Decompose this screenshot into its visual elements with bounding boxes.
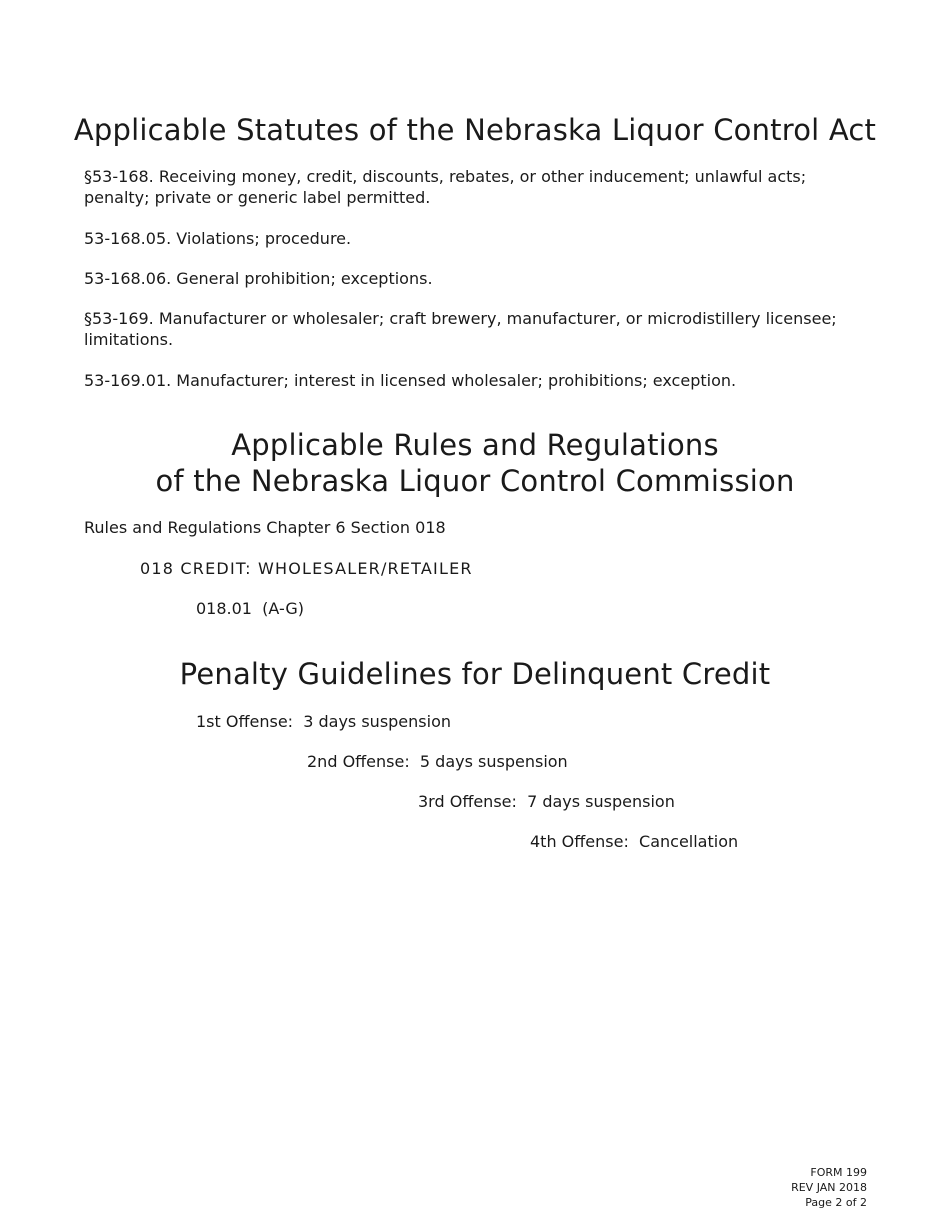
- penalty-item: 1st Offense: 3 days suspension: [196, 712, 451, 731]
- rules-subsection: 018.01 (A-G): [196, 599, 304, 618]
- penalty-heading: Penalty Guidelines for Delinquent Credit: [179, 657, 771, 691]
- rules-heading-line2: of the Nebraska Liquor Control Commission: [155, 464, 795, 498]
- rules-chapter: Rules and Regulations Chapter 6 Section 018: [84, 518, 446, 537]
- form-number: FORM 199: [810, 1166, 867, 1179]
- penalty-item: 2nd Offense: 5 days suspension: [307, 752, 568, 771]
- rules-section: 018 CREDIT: WHOLESALER/RETAILER: [140, 559, 473, 578]
- statute-item: §53-169. Manufacturer or wholesaler; craft brewery, manufacturer, or microdistillery licensee; limitations.: [84, 309, 837, 349]
- statute-item: 53-168.06. General prohibition; exceptions.: [84, 269, 433, 288]
- statute-item: 53-169.01. Manufacturer; interest in licensed wholesaler; prohibitions; exception.: [84, 371, 737, 390]
- form-revision: REV JAN 2018: [791, 1181, 867, 1194]
- page-number: Page 2 of 2: [805, 1196, 867, 1209]
- statutes-heading: Applicable Statutes of the Nebraska Liquor Control Act: [73, 113, 877, 147]
- statute-item: §53-168. Receiving money, credit, discounts, rebates, or other inducement; unlawful acts; penalty; private or generic label permitted.: [84, 167, 807, 207]
- form-footer: [791, 1165, 867, 1210]
- statute-item: 53-168.05. Violations; procedure.: [84, 229, 352, 248]
- penalty-item: 3rd Offense: 7 days suspension: [418, 792, 675, 811]
- penalty-item: 4th Offense: Cancellation: [530, 832, 739, 851]
- rules-heading-line1: Applicable Rules and Regulations: [231, 428, 719, 462]
